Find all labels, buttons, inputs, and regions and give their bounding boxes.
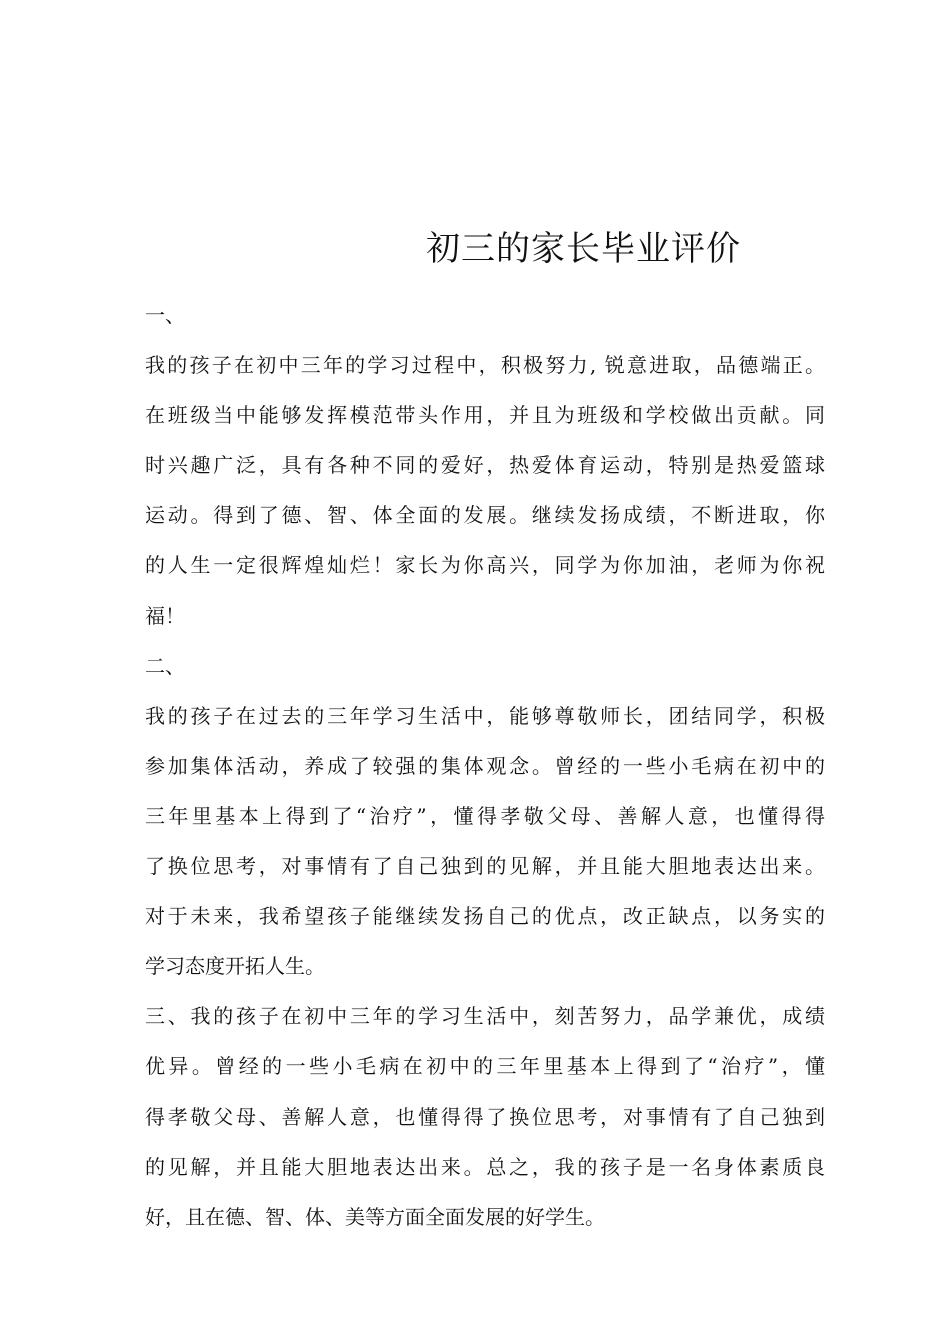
paragraph-line: 学习态度开拓人生。 xyxy=(145,954,325,979)
paragraph-line: 优异。曾经的一些小毛病在初中的三年里基本上得到了“治疗”，懂 xyxy=(145,1054,825,1079)
paragraph-line: 了换位思考，对事情有了自己独到的见解，并且能大胆地表达出来。 xyxy=(145,854,825,879)
paragraph-line: 三、我的孩子在初中三年的学习生活中，刻苦努力，品学兼优，成绩 xyxy=(145,1004,825,1029)
document-title: 初三的家长毕业评价 xyxy=(426,229,741,269)
paragraph-line: 时兴趣广泛，具有各种不同的爱好，热爱体育运动，特别是热爱篮球 xyxy=(145,453,825,478)
paragraph-line: 我的孩子在过去的三年学习生活中，能够尊敬师长，团结同学，积极 xyxy=(145,703,825,728)
paragraph-line: 运动。得到了德、智、体全面的发展。继续发扬成绩，不断进取，你 xyxy=(145,503,825,528)
paragraph-line: 三年里基本上得到了“治疗”，懂得孝敬父母、善解人意，也懂得得 xyxy=(145,803,825,828)
paragraph-line: 在班级当中能够发挥模范带头作用，并且为班级和学校做出贡献。同 xyxy=(145,403,825,428)
paragraph-line: 得孝敬父母、善解人意，也懂得得了换位思考，对事情有了自己独到 xyxy=(145,1104,825,1129)
paragraph-line: 好，且在德、智、体、美等方面全面发展的好学生。 xyxy=(145,1204,605,1229)
section-heading-2: 二、 xyxy=(145,653,185,678)
section-heading-1: 一、 xyxy=(145,303,185,327)
paragraph-line: 的见解，并且能大胆地表达出来。总之，我的孩子是一名身体素质良 xyxy=(145,1154,825,1179)
paragraph-line: 的人生一定很辉煌灿烂！家长为你高兴，同学为你加油，老师为你祝 xyxy=(145,553,825,578)
paragraph-line: 我的孩子在初中三年的学习过程中，积极努力, 锐意进取，品德端正。 xyxy=(145,353,825,378)
paragraph-line: 对于未来，我希望孩子能继续发扬自己的优点，改正缺点，以务实的 xyxy=(145,904,825,929)
paragraph-line: 参加集体活动，养成了较强的集体观念。曾经的一些小毛病在初中的 xyxy=(145,753,825,778)
paragraph-line: 福！ xyxy=(145,603,185,628)
document-body xyxy=(145,290,825,1242)
